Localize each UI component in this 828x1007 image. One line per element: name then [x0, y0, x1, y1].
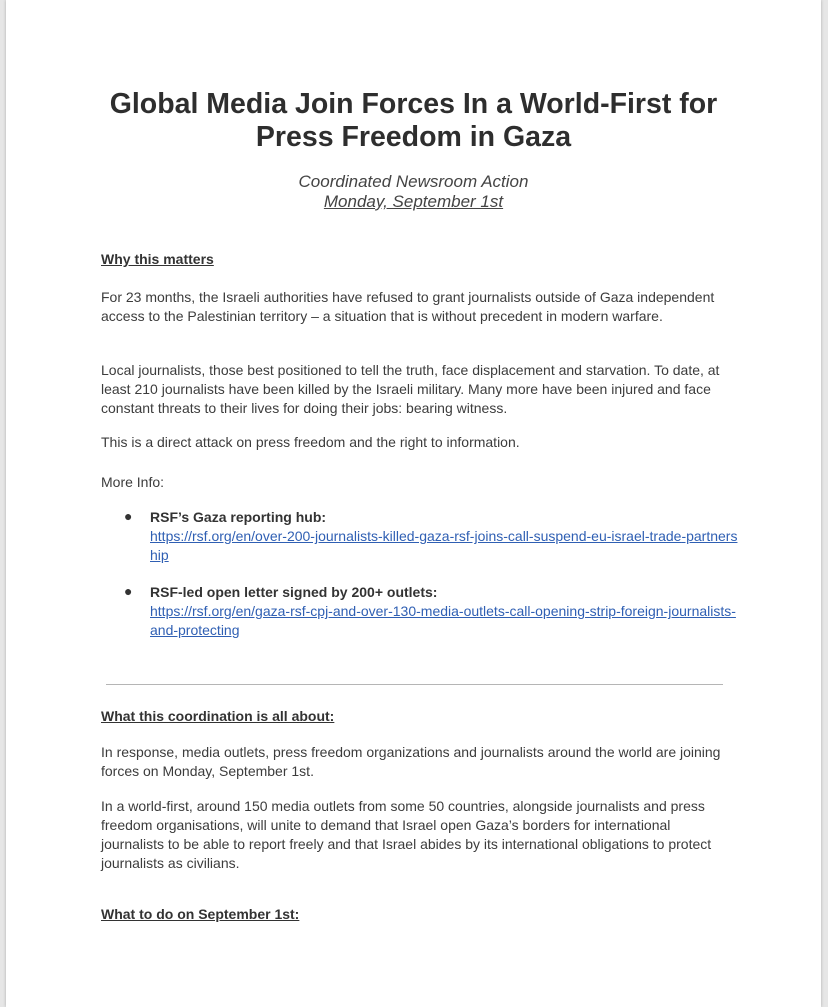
bullet-icon: ●: [124, 508, 133, 524]
paragraph-attack: This is a direct attack on press freedom and the right to information.: [101, 434, 520, 450]
section-heading-coordination: What this coordination is all about:: [101, 708, 335, 724]
event-date: Monday, September 1st: [323, 192, 504, 211]
subtitle-block: [6, 172, 821, 212]
paragraph-response: In response, media outlets, press freedom organizations and journalists around the world are joining forces on Monday, September 1st.: [101, 744, 721, 779]
title-line-1: Global Media Join Forces In a World-First for: [109, 88, 718, 120]
bullet-icon: ●: [124, 583, 133, 599]
horizontal-divider: [106, 684, 723, 685]
section-heading-why: Why this matters: [101, 251, 214, 267]
link-label: RSF’s Gaza reporting hub:: [150, 509, 327, 525]
more-info-label: More Info:: [101, 474, 165, 490]
link-label: RSF-led open letter signed by 200+ outlets:: [150, 584, 438, 600]
title-line-2: Press Freedom in Gaza: [255, 121, 572, 153]
subtitle: Coordinated Newsroom Action: [298, 172, 529, 191]
document-page: [6, 0, 821, 1007]
rsf-hub-link[interactable]: https://rsf.org/en/over-200-journalists-killed-gaza-rsf-joins-call-suspend-eu-israel-trade-partnership: [150, 528, 738, 563]
paragraph-access: For 23 months, the Israeli authorities have refused to grant journalists outside of Gaza independent access to the Palestinian territory – a situation that is without precedent in modern warfare.: [101, 289, 715, 324]
paragraph-world-first: In a world-first, around 150 media outlets from some 50 countries, alongside journalists and press freedom organisations, will unite to demand that Israel open Gaza’s borders for international journalists to be able to report freely and that Israel abides by its international obligations to protect journalists as civilians.: [101, 798, 712, 871]
open-letter-link[interactable]: https://rsf.org/en/gaza-rsf-cpj-and-over-130-media-outlets-call-opening-strip-foreign-journalists-and-protecting: [150, 603, 736, 638]
paragraph-local-journalists: Local journalists, those best positioned to tell the truth, face displacement and starvation. To date, at least 210 journalists have been killed by the Israeli military. Many more have been injured and face constant threats to their lives for doing their jobs: bearing witness.: [101, 362, 720, 416]
list-item: [150, 583, 740, 640]
document-title: [6, 88, 821, 154]
list-item: [150, 508, 740, 565]
section-heading-what-to-do: What to do on September 1st:: [101, 906, 300, 922]
